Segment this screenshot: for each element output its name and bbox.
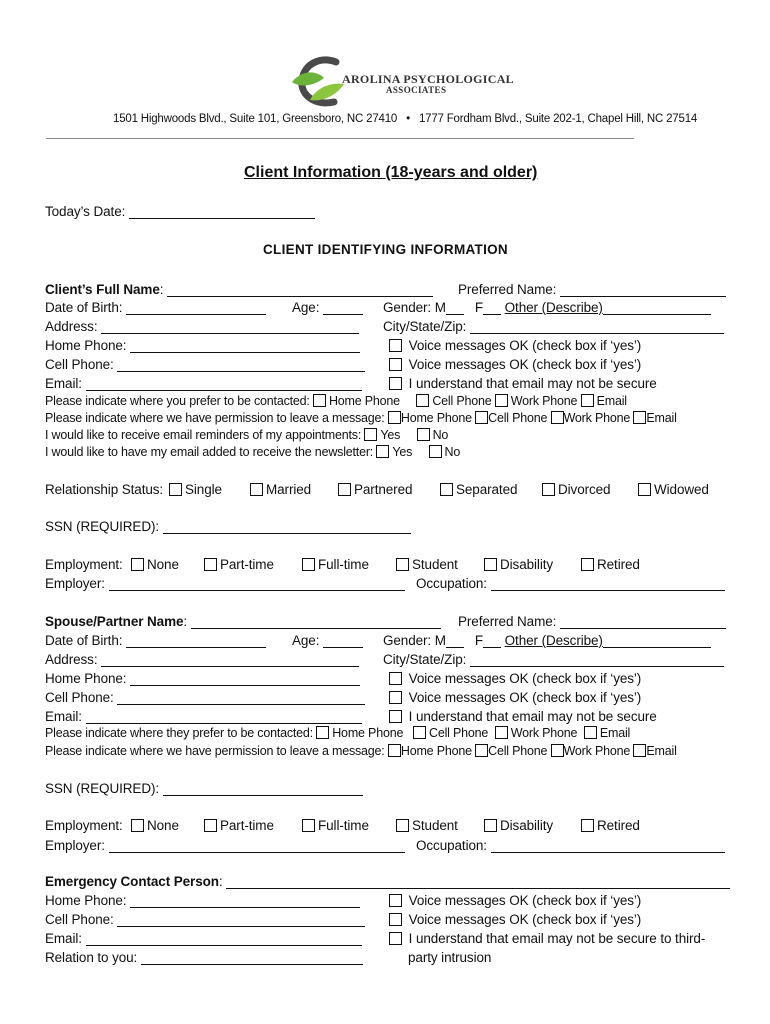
client-ssn-row bbox=[45, 519, 411, 535]
address-field[interactable] bbox=[101, 320, 359, 334]
address-chapel-hill: 1777 Fordham Blvd., Suite 202-1, Chapel Hill, NC 27514 bbox=[418, 113, 698, 125]
email-label: Email: bbox=[45, 376, 82, 391]
client-emp-parttime-checkbox[interactable] bbox=[204, 558, 217, 571]
contact-pref-label: Please indicate where you prefer to be contacted: bbox=[45, 394, 310, 408]
colon: : bbox=[183, 614, 188, 629]
spouse-voice-ok-home-label: Voice messages OK (check box if ‘yes’) bbox=[408, 671, 642, 686]
permission-cell-checkbox[interactable] bbox=[475, 411, 488, 424]
client-name-row bbox=[45, 282, 433, 298]
client-voice-ok-home bbox=[389, 338, 641, 354]
header-divider bbox=[46, 138, 634, 139]
spouse-age-row bbox=[292, 633, 363, 649]
emergency-voice-ok-cell-label: Voice messages OK (check box if ‘yes’) bbox=[408, 912, 642, 927]
client-emp-none-checkbox[interactable] bbox=[131, 558, 144, 571]
relationship-widowed-checkbox[interactable] bbox=[638, 483, 651, 496]
emergency-email-secure-label-2: party intrusion bbox=[408, 950, 492, 965]
emergency-voice-ok-cell bbox=[389, 912, 641, 928]
section-heading: CLIENT IDENTIFYING INFORMATION bbox=[263, 242, 508, 257]
spouse-voice-ok-cell-checkbox[interactable] bbox=[389, 691, 402, 704]
client-emp-retired-checkbox[interactable] bbox=[581, 558, 594, 571]
spouse-permission-email-label: Email bbox=[646, 744, 677, 758]
client-emp-fulltime-label: Full-time bbox=[318, 557, 369, 572]
emergency-home-phone-field[interactable] bbox=[130, 894, 360, 908]
spouse-occupation-field[interactable] bbox=[491, 839, 725, 853]
spouse-home-phone-row bbox=[45, 671, 360, 687]
spouse-city-label: City/State/Zip: bbox=[383, 652, 467, 667]
client-occupation-label: Occupation: bbox=[416, 576, 487, 591]
address-label: Address: bbox=[45, 319, 98, 334]
emergency-cell-phone-label: Cell Phone: bbox=[45, 912, 114, 927]
spouse-voice-ok-home bbox=[389, 671, 641, 687]
client-address-row bbox=[45, 319, 359, 335]
address-bullet: • bbox=[406, 113, 410, 125]
spouse-age-field[interactable] bbox=[323, 634, 363, 648]
client-home-phone-row bbox=[45, 338, 360, 354]
spouse-preferred-label: Preferred Name: bbox=[458, 614, 557, 629]
spouse-email-secure-label: I understand that email may not be secure bbox=[408, 709, 657, 724]
newsletter-no-label: No bbox=[444, 445, 461, 459]
spouse-cell-phone-label: Cell Phone: bbox=[45, 690, 114, 705]
home-phone-field[interactable] bbox=[130, 339, 360, 353]
client-employer-row bbox=[45, 576, 405, 592]
emergency-relation-row bbox=[45, 950, 363, 966]
preferred-name-field[interactable] bbox=[560, 283, 726, 297]
client-emp-fulltime bbox=[302, 557, 369, 573]
spouse-name-field[interactable] bbox=[191, 615, 441, 629]
emergency-relation-field[interactable] bbox=[141, 951, 363, 965]
spouse-permission-work-label: Work Phone bbox=[563, 744, 631, 758]
permission-home-checkbox[interactable] bbox=[388, 411, 401, 424]
spouse-age-label: Age: bbox=[292, 633, 320, 648]
relationship-partnered-checkbox[interactable] bbox=[338, 483, 351, 496]
newsletter-no-checkbox[interactable] bbox=[429, 445, 442, 458]
spouse-permission-cell-label: Cell Phone bbox=[488, 744, 548, 758]
spouse-name-label: Spouse/Partner Name bbox=[45, 614, 184, 629]
spouse-permission-home-label: Home Phone bbox=[400, 744, 472, 758]
spouse-emp-parttime bbox=[204, 818, 274, 834]
gender-f-field[interactable] bbox=[483, 301, 501, 315]
cell-phone-label: Cell Phone: bbox=[45, 357, 114, 372]
contact-cell-checkbox[interactable] bbox=[416, 394, 429, 407]
page-title: Client Information (18-years and older) bbox=[244, 164, 538, 181]
client-emp-student-label: Student bbox=[412, 557, 458, 572]
client-ssn-label: SSN (REQUIRED): bbox=[45, 519, 160, 534]
emergency-home-phone-label: Home Phone: bbox=[45, 893, 127, 908]
city-field[interactable] bbox=[470, 320, 724, 334]
client-city-row bbox=[383, 319, 724, 335]
reminders-no-label: No bbox=[432, 428, 449, 442]
city-label: City/State/Zip: bbox=[383, 319, 467, 334]
spouse-employer-label: Employer: bbox=[45, 838, 105, 853]
spouse-permission-row bbox=[45, 744, 677, 759]
dob-field[interactable] bbox=[126, 301, 266, 315]
client-dob-row bbox=[45, 300, 266, 316]
home-phone-label: Home Phone: bbox=[45, 338, 127, 353]
spouse-name-row bbox=[45, 614, 441, 630]
reminders-row bbox=[45, 428, 448, 443]
spouse-contact-email-checkbox[interactable] bbox=[584, 726, 597, 739]
spouse-contact-pref-label: Please indicate where they prefer to be contacted: bbox=[45, 726, 313, 740]
spouse-emp-parttime-label: Part-time bbox=[220, 818, 274, 833]
spouse-permission-email-checkbox[interactable] bbox=[633, 744, 646, 757]
permission-email-label: Email bbox=[646, 411, 677, 425]
spouse-gender-f-field[interactable] bbox=[483, 634, 501, 648]
relationship-divorced-label: Divorced bbox=[558, 482, 611, 497]
client-permission-row bbox=[45, 411, 677, 426]
relationship-widowed-label: Widowed bbox=[654, 482, 709, 497]
spouse-contact-pref-row bbox=[45, 726, 630, 741]
client-gender-row bbox=[383, 300, 711, 316]
newsletter-yes-checkbox[interactable] bbox=[376, 445, 389, 458]
client-emp-parttime bbox=[204, 557, 274, 573]
contact-home-checkbox[interactable] bbox=[313, 394, 326, 407]
voice-ok-home-label: Voice messages OK (check box if ‘yes’) bbox=[408, 338, 642, 353]
emergency-name-field[interactable] bbox=[226, 875, 730, 889]
spouse-emp-none-checkbox[interactable] bbox=[131, 819, 144, 832]
spouse-emp-student bbox=[396, 818, 458, 834]
emergency-home-phone-row bbox=[45, 893, 360, 909]
spouse-employer-field[interactable] bbox=[109, 839, 405, 853]
permission-work-label: Work Phone bbox=[563, 411, 631, 425]
client-contact-pref-row bbox=[45, 394, 627, 409]
spouse-email-label: Email: bbox=[45, 709, 82, 724]
spouse-address-row bbox=[45, 652, 359, 668]
relationship-widowed bbox=[638, 482, 709, 498]
todays-date-label: Today’s Date: bbox=[45, 204, 126, 219]
client-employment-label: Employment: bbox=[45, 557, 123, 572]
gender-m-field[interactable] bbox=[446, 301, 464, 315]
spouse-emp-retired-checkbox[interactable] bbox=[581, 819, 594, 832]
permission-cell-label: Cell Phone bbox=[488, 411, 548, 425]
spouse-gender-other-label: Other (Describe) bbox=[504, 633, 603, 648]
emergency-relation-label: Relation to you: bbox=[45, 950, 138, 965]
spouse-address-label: Address: bbox=[45, 652, 98, 667]
reminders-yes-checkbox[interactable] bbox=[364, 428, 377, 441]
spouse-employment-label: Employment: bbox=[45, 818, 123, 833]
emergency-name-row bbox=[45, 874, 730, 890]
header-addresses bbox=[113, 112, 697, 127]
address-greensboro: 1501 Highwoods Blvd., Suite 101, Greensboro, NC 27410 bbox=[113, 113, 398, 125]
spouse-dob-field[interactable] bbox=[126, 634, 266, 648]
client-name-label: Client’s Full Name bbox=[45, 282, 160, 297]
relationship-partnered-label: Partnered bbox=[354, 482, 413, 497]
email-secure-checkbox[interactable] bbox=[389, 377, 402, 390]
client-preferred-name-row bbox=[458, 282, 726, 298]
spouse-dob-label: Date of Birth: bbox=[45, 633, 123, 648]
spouse-voice-ok-cell bbox=[389, 690, 641, 706]
gender-other-label: Other (Describe) bbox=[504, 300, 603, 315]
spouse-preferred-name-row bbox=[458, 614, 726, 630]
relationship-partnered bbox=[338, 482, 412, 498]
contact-cell-label: Cell Phone bbox=[432, 394, 492, 408]
spouse-permission-home-checkbox[interactable] bbox=[388, 744, 401, 757]
client-ssn-field[interactable] bbox=[163, 520, 411, 534]
client-emp-student-checkbox[interactable] bbox=[396, 558, 409, 571]
voice-ok-cell-checkbox[interactable] bbox=[389, 358, 402, 371]
emergency-email-secure-label-1: I understand that email may not be secure to third- bbox=[408, 931, 706, 946]
contact-home-label: Home Phone bbox=[328, 394, 400, 408]
client-voice-ok-cell bbox=[389, 357, 641, 373]
spouse-home-phone-label: Home Phone: bbox=[45, 671, 127, 686]
permission-work-checkbox[interactable] bbox=[551, 411, 564, 424]
spouse-employer-row bbox=[45, 838, 405, 854]
permission-home-label: Home Phone bbox=[400, 411, 472, 425]
spouse-emp-student-checkbox[interactable] bbox=[396, 819, 409, 832]
client-age-row bbox=[292, 300, 363, 316]
relationship-single-checkbox[interactable] bbox=[169, 483, 182, 496]
emergency-voice-ok-home-label: Voice messages OK (check box if ‘yes’) bbox=[408, 893, 642, 908]
newsletter-yes-label: Yes bbox=[392, 445, 413, 459]
email-secure-label: I understand that email may not be secure bbox=[408, 376, 657, 391]
newsletter-label: I would like to have my email added to receive the newsletter: bbox=[45, 445, 374, 459]
spouse-email-row bbox=[45, 709, 362, 725]
client-cell-phone-row bbox=[45, 357, 365, 373]
spouse-gender-m-field[interactable] bbox=[446, 634, 464, 648]
age-field[interactable] bbox=[323, 301, 363, 315]
spouse-cell-phone-row bbox=[45, 690, 365, 706]
spouse-gender-other-field[interactable] bbox=[603, 634, 711, 648]
emergency-email-field[interactable] bbox=[86, 932, 362, 946]
spouse-address-field[interactable] bbox=[101, 653, 359, 667]
client-emp-retired bbox=[581, 557, 640, 573]
permission-email-checkbox[interactable] bbox=[633, 411, 646, 424]
client-occupation-row bbox=[416, 576, 725, 592]
emergency-cell-phone-field[interactable] bbox=[117, 913, 365, 927]
permission-label: Please indicate where we have permission to leave a message: bbox=[45, 411, 385, 425]
client-emp-student bbox=[396, 557, 458, 573]
spouse-contact-work-checkbox[interactable] bbox=[495, 726, 508, 739]
spouse-emp-retired-label: Retired bbox=[597, 818, 640, 833]
spouse-permission-label: Please indicate where we have permission to leave a message: bbox=[45, 744, 385, 758]
contact-email-checkbox[interactable] bbox=[581, 394, 594, 407]
spouse-emp-fulltime-checkbox[interactable] bbox=[302, 819, 315, 832]
spouse-emp-retired bbox=[581, 818, 640, 834]
spouse-dob-row bbox=[45, 633, 266, 649]
relationship-separated-checkbox[interactable] bbox=[440, 483, 453, 496]
spouse-emp-fulltime-label: Full-time bbox=[318, 818, 369, 833]
relationship-married-checkbox[interactable] bbox=[250, 483, 263, 496]
spouse-ssn-row bbox=[45, 781, 363, 797]
client-email-secure bbox=[389, 376, 657, 392]
spouse-city-row bbox=[383, 652, 724, 668]
spouse-contact-work-label: Work Phone bbox=[510, 726, 578, 740]
client-emp-disability bbox=[484, 557, 553, 573]
emergency-name-label: Emergency Contact Person bbox=[45, 874, 219, 889]
spouse-contact-email-label: Email bbox=[599, 726, 631, 740]
reminders-label: I would like to receive email reminders of my appointments: bbox=[45, 428, 362, 442]
spouse-email-field[interactable] bbox=[86, 710, 362, 724]
client-occupation-field[interactable] bbox=[491, 577, 725, 591]
spouse-emp-disability bbox=[484, 818, 553, 834]
emergency-email-secure-checkbox[interactable] bbox=[389, 932, 402, 945]
dob-label: Date of Birth: bbox=[45, 300, 123, 315]
emergency-voice-ok-home bbox=[389, 893, 641, 909]
colon: : bbox=[218, 874, 223, 889]
spouse-contact-cell-label: Cell Phone bbox=[429, 726, 489, 740]
spouse-email-secure bbox=[389, 709, 657, 725]
client-emp-parttime-label: Part-time bbox=[220, 557, 274, 572]
logo-text-line1: AROLINA PSYCHOLOGICAL bbox=[342, 72, 514, 86]
spouse-emp-student-label: Student bbox=[412, 818, 458, 833]
todays-date-row bbox=[45, 204, 315, 220]
gender-other-field[interactable] bbox=[603, 301, 711, 315]
client-emp-none-label: None bbox=[147, 557, 179, 572]
preferred-name-label: Preferred Name: bbox=[458, 282, 557, 297]
emergency-cell-phone-row bbox=[45, 912, 365, 928]
voice-ok-home-checkbox[interactable] bbox=[389, 339, 402, 352]
spouse-emp-parttime-checkbox[interactable] bbox=[204, 819, 217, 832]
relationship-divorced-checkbox[interactable] bbox=[542, 483, 555, 496]
client-emp-none bbox=[131, 557, 179, 573]
spouse-permission-work-checkbox[interactable] bbox=[551, 744, 564, 757]
spouse-emp-disability-label: Disability bbox=[500, 818, 554, 833]
relationship-divorced bbox=[542, 482, 610, 498]
spouse-occupation-label: Occupation: bbox=[416, 838, 487, 853]
reminders-yes-label: Yes bbox=[380, 428, 401, 442]
emergency-voice-ok-home-checkbox[interactable] bbox=[389, 894, 402, 907]
emergency-email-label: Email: bbox=[45, 931, 82, 946]
client-emp-fulltime-checkbox[interactable] bbox=[302, 558, 315, 571]
client-email-row bbox=[45, 376, 362, 392]
spouse-cell-phone-field[interactable] bbox=[117, 691, 365, 705]
spouse-preferred-field[interactable] bbox=[560, 615, 726, 629]
contact-work-checkbox[interactable] bbox=[495, 394, 508, 407]
spouse-ssn-label: SSN (REQUIRED): bbox=[45, 781, 160, 796]
spouse-voice-ok-cell-label: Voice messages OK (check box if ‘yes’) bbox=[408, 690, 642, 705]
relationship-separated-label: Separated bbox=[456, 482, 518, 497]
spouse-gender-m-label: Gender: M bbox=[383, 633, 446, 648]
colon: : bbox=[159, 282, 164, 297]
cell-phone-field[interactable] bbox=[117, 358, 365, 372]
spouse-contact-home-label: Home Phone bbox=[332, 726, 404, 740]
spouse-email-secure-checkbox[interactable] bbox=[389, 710, 402, 723]
spouse-occupation-row bbox=[416, 838, 725, 854]
client-emp-retired-label: Retired bbox=[597, 557, 640, 572]
spouse-contact-home-checkbox[interactable] bbox=[316, 726, 329, 739]
spouse-emp-none-label: None bbox=[147, 818, 179, 833]
spouse-emp-fulltime bbox=[302, 818, 369, 834]
relationship-married bbox=[250, 482, 311, 498]
client-emp-disability-checkbox[interactable] bbox=[484, 558, 497, 571]
email-field[interactable] bbox=[86, 377, 362, 391]
spouse-emp-none bbox=[131, 818, 179, 834]
spouse-gender-row bbox=[383, 633, 711, 649]
spouse-contact-cell-checkbox[interactable] bbox=[413, 726, 426, 739]
reminders-no-checkbox[interactable] bbox=[417, 428, 430, 441]
spouse-voice-ok-home-checkbox[interactable] bbox=[389, 672, 402, 685]
relationship-single-label: Single bbox=[185, 482, 222, 497]
age-label: Age: bbox=[292, 300, 320, 315]
emergency-email-secure bbox=[389, 931, 705, 947]
relationship-separated bbox=[440, 482, 517, 498]
spouse-home-phone-field[interactable] bbox=[130, 672, 360, 686]
logo-text-line2: ASSOCIATES bbox=[386, 85, 447, 95]
spouse-gender-f-label: F bbox=[474, 633, 483, 648]
logo bbox=[290, 56, 514, 108]
voice-ok-cell-label: Voice messages OK (check box if ‘yes’) bbox=[408, 357, 642, 372]
client-employer-label: Employer: bbox=[45, 576, 105, 591]
todays-date-field[interactable] bbox=[129, 205, 315, 219]
gender-f-label: F bbox=[474, 300, 483, 315]
relationship-married-label: Married bbox=[266, 482, 312, 497]
gender-m-label: Gender: M bbox=[383, 300, 446, 315]
emergency-email-row bbox=[45, 931, 362, 947]
spouse-city-field[interactable] bbox=[470, 653, 724, 667]
client-employer-field[interactable] bbox=[109, 577, 405, 591]
relationship-label: Relationship Status: bbox=[45, 482, 164, 497]
spouse-permission-cell-checkbox[interactable] bbox=[475, 744, 488, 757]
emergency-voice-ok-cell-checkbox[interactable] bbox=[389, 913, 402, 926]
newsletter-row bbox=[45, 445, 460, 460]
spouse-ssn-field[interactable] bbox=[163, 782, 363, 796]
client-emp-disability-label: Disability bbox=[500, 557, 554, 572]
relationship-single bbox=[169, 482, 222, 498]
client-name-field[interactable] bbox=[167, 283, 433, 297]
contact-work-label: Work Phone bbox=[510, 394, 578, 408]
spouse-emp-disability-checkbox[interactable] bbox=[484, 819, 497, 832]
contact-email-label: Email bbox=[596, 394, 627, 408]
